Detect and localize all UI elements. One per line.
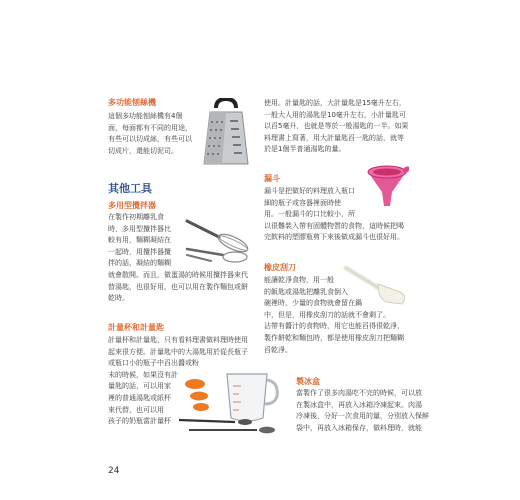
text-line: 當製作了很多肉湯吃不完的時候，可以放 — [296, 389, 422, 397]
funnel-image — [362, 160, 412, 210]
text-line: 計量杯和計量匙，只有看料理書做料理時使用 — [108, 336, 248, 344]
text-line: 切成片，還能切泥司。 — [108, 146, 178, 155]
scraper-image — [342, 262, 412, 310]
text-line: 能讓乾淨食物，用一般 — [264, 276, 334, 284]
text-line: 末的時候，如果沒有計 — [108, 370, 178, 379]
grater-heading: 多功能刨絲機 — [108, 98, 156, 107]
icetray-heading: 製冰盒 — [296, 377, 320, 386]
text-line: 的飯匙或湯匙把離乳食倒入 — [264, 287, 348, 296]
text-line: 用。一般漏斗的口比較小，所 — [264, 210, 355, 219]
whisk-heading: 多用型攪拌器 — [108, 201, 156, 210]
text-line: 製作餅乾和麵包時，都是使用橡皮刮刀把麵糊 — [264, 333, 404, 342]
text-line: 以很難裝入帶有固體物質的食物，這時候把喝 — [264, 221, 404, 230]
text-line: 就會散開。而且，做蛋湯的時候用攪拌器來代 — [108, 270, 248, 279]
text-line: 量匙的話，可以用家 — [108, 382, 171, 391]
text-line: 冷凍後，分好一次食用的量，分別放入保鮮 — [296, 412, 429, 421]
text-line: 面，每面都有不同的用途， — [108, 123, 192, 132]
text-line: 中，但是，用橡皮刮刀的話就不會剩了。 — [264, 310, 390, 319]
text-line: 較有用，麵糊凝結在 — [108, 236, 171, 245]
text-line: 使用。計量匙的話，大計量匙是15毫升左右， — [264, 99, 406, 107]
text-line: 舀乾淨。 — [264, 345, 292, 354]
text-line: 碗裡時，少量的食物就會留在鍋 — [264, 299, 362, 308]
text-line: 一般大人用的湯匙是10毫升左右，小計量匙可 — [264, 110, 406, 119]
icetray-text — [296, 388, 429, 434]
text-line: 細的瓶子或容器裡面時使 — [264, 198, 341, 207]
text-line: 袋中，再放入冰箱保存，做料理時，就能 — [296, 423, 422, 432]
intro-text — [264, 98, 408, 156]
measuring-heading: 計量杯和計量匙 — [108, 323, 164, 332]
text-line: 漏斗是把做好的料理放入瓶口 — [264, 187, 355, 195]
text-line: 拌的話，凝結的麵糊 — [108, 259, 171, 268]
text-line: 完飲料的塑膠瓶剪下來後做成漏斗也很好用。 — [264, 233, 404, 242]
text-line: 來代替，也可以用 — [108, 405, 164, 414]
whisk-image — [183, 215, 253, 265]
text-line: 裡的普通湯匙或紙杯 — [108, 393, 171, 402]
grater-image — [202, 98, 250, 166]
text-line: 一起時，用攪拌器攪 — [108, 247, 171, 256]
text-line: 替湯匙，也很好用，也可以用在製作麵包或餅 — [108, 282, 248, 291]
text-line: 時，多用型攪拌器比 — [108, 224, 171, 233]
text-line: 以舀5毫升，也就是等於一般湯匙的一半。如果 — [264, 122, 409, 131]
text-line: 或瓶口小的瓶子中舀出醬或粉 — [108, 359, 199, 368]
text-line: 有些可以切成絲，有些可以 — [108, 135, 192, 144]
page-number: 24 — [108, 466, 120, 476]
measuring-cup-image — [175, 370, 285, 438]
text-line: 孩子的奶瓶當計量杯 — [108, 417, 171, 426]
text-line: 沾帶有醬汁的食物時，用它也能舀得很乾淨， — [264, 322, 404, 331]
text-line: 在製冰盒中，再放入冰箱冷凍起來。肉湯 — [296, 400, 422, 409]
funnel-heading: 漏斗 — [264, 174, 280, 183]
text-line: 這個多功能刨絲機有4個 — [108, 112, 183, 120]
text-line: 在製作初期離乳食 — [108, 213, 164, 221]
text-line: 料理書上寫著，用大計量匙舀一匙的話，就等 — [264, 133, 404, 142]
section-title: 其他工具 — [108, 182, 152, 195]
text-line: 乾時。 — [108, 294, 129, 303]
text-line: 於是1個半普通湯匙的量。 — [264, 145, 346, 154]
scraper-heading: 橡皮刮刀 — [264, 263, 296, 272]
text-line: 起來很方便。計量匙中的大湯匙用於從長瓶子 — [108, 347, 248, 356]
grater-text — [108, 111, 192, 157]
